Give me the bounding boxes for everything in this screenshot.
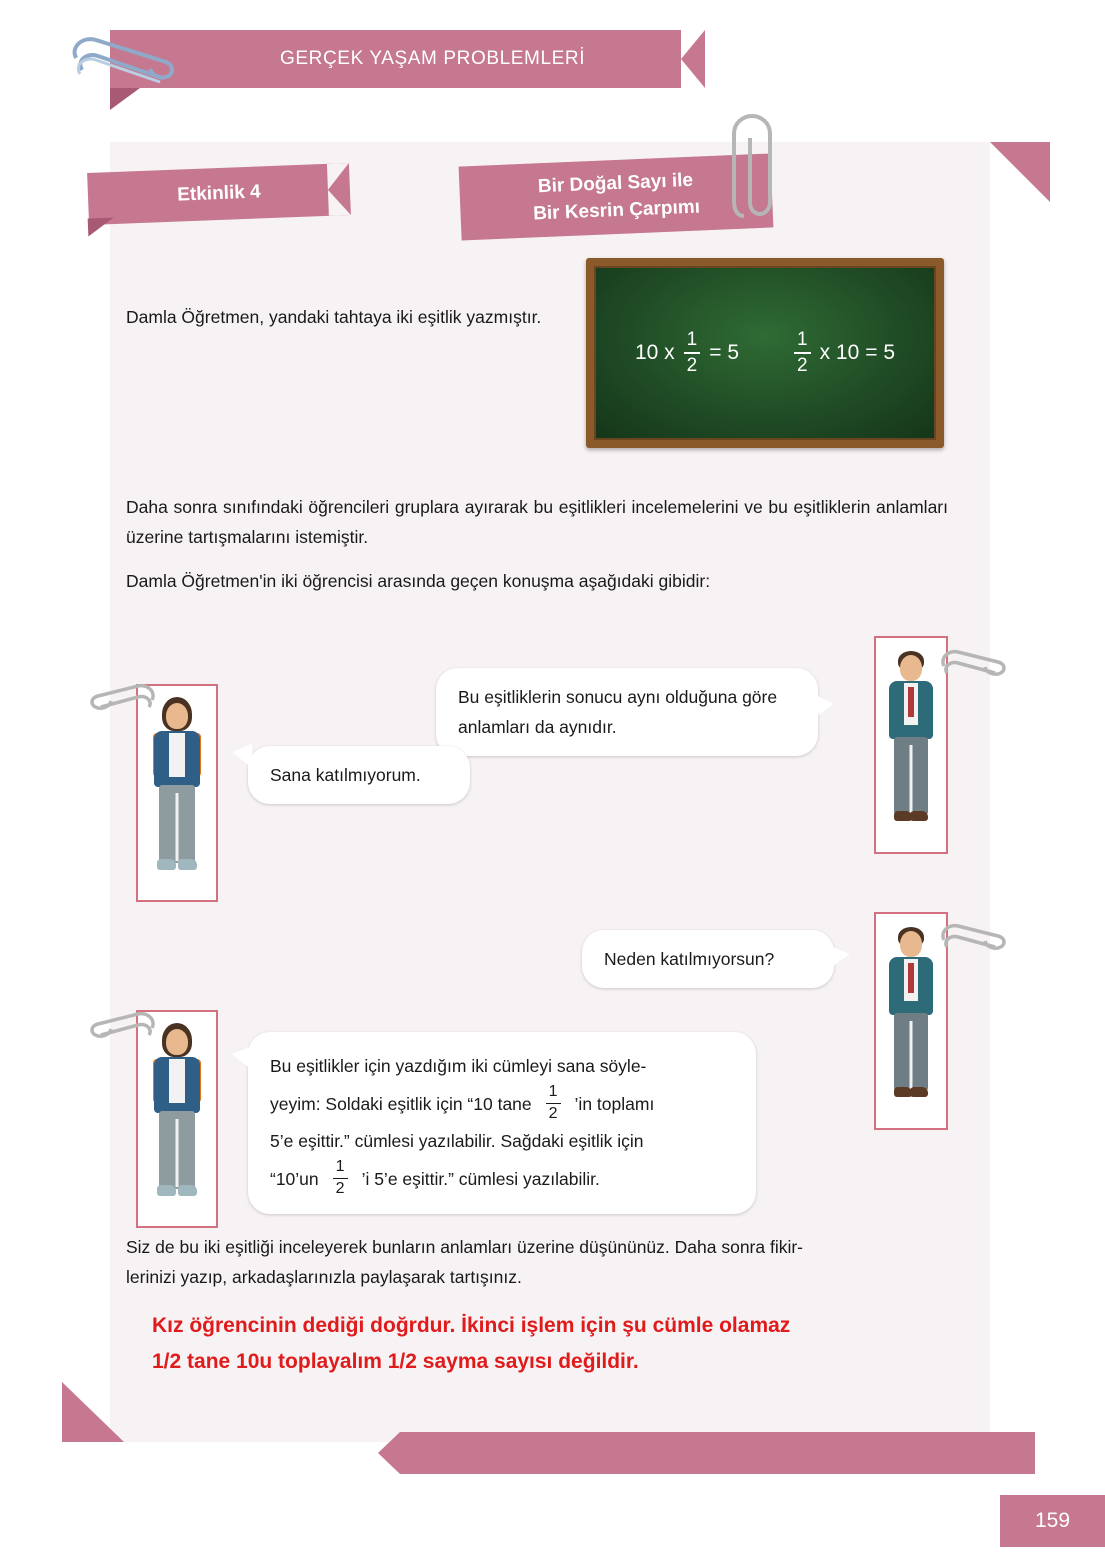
activity-title-tag	[459, 153, 774, 240]
page-header-banner	[110, 30, 705, 88]
card-bottom-band	[400, 1432, 1035, 1474]
girl-2-fraction-1-numerator: 1	[548, 1083, 558, 1100]
girl-2-fraction-2-denominator: 2	[335, 1180, 345, 1198]
girl-2-text-2: yeyim: Soldaki eşitlik için “10 tane	[270, 1093, 532, 1114]
student-boy-figure	[879, 641, 943, 849]
speech-bubble-girl-1-text: Sana katılmıyorum.	[270, 765, 421, 785]
blackboard-equation-2	[791, 330, 895, 375]
girl-2-text-5: “10’un	[270, 1168, 319, 1189]
equation-1-fraction	[684, 330, 701, 375]
bubble-tail	[814, 694, 834, 718]
intro-paragraph-3-text: Damla Öğretmen'in iki öğrencisi arasında geçen konuşma aşağıdaki gibidir:	[126, 571, 711, 591]
fraction-bar	[333, 1178, 348, 1180]
closing-line-1: Siz de bu iki eşitliği inceleyerek bunların anlamları üzerine düşününüz. Daha sonra fikir-	[126, 1237, 804, 1257]
closing-line-2: lerinizi yazıp, arkadaşlarınızla paylaşarak tartışınız.	[126, 1267, 522, 1287]
page-number: 159	[1034, 1509, 1071, 1532]
girl-2-line-4	[270, 1159, 734, 1198]
equation-2-middle: x 10	[819, 341, 860, 364]
equation-1-right: = 5	[709, 341, 739, 364]
student-boy-figure	[879, 917, 943, 1125]
equation-2-numerator: 1	[797, 329, 808, 351]
equation-1-denominator: 2	[686, 354, 698, 376]
intro-paragraph-3	[126, 566, 948, 596]
intro-paragraph-2	[126, 492, 948, 552]
speech-bubble-boy-2	[582, 930, 834, 988]
page-number-badge	[1000, 1495, 1105, 1547]
activity-tag-label: Etkinlik 4	[176, 181, 262, 206]
equation-1-left: 10 x	[634, 341, 675, 364]
speech-bubble-boy-1	[436, 668, 818, 756]
student-answer-line-2: 1/2 tane 10u toplayalım 1/2 sayma sayısı değildir.	[152, 1350, 639, 1373]
photo-boy-2	[874, 912, 948, 1130]
bubble-tail	[232, 1046, 252, 1070]
girl-2-text-3: ’in toplamı	[574, 1093, 655, 1114]
header-notch	[110, 88, 140, 110]
equation-2-denominator: 2	[797, 354, 808, 376]
equation-1-numerator: 1	[686, 329, 698, 351]
speech-bubble-boy-2-text: Neden katılmıyorsun?	[604, 949, 775, 969]
intro-paragraph-1	[126, 302, 556, 332]
equation-2-fraction	[794, 330, 811, 375]
fraction-bar	[546, 1103, 561, 1105]
blackboard-equation-1	[635, 330, 739, 375]
intro-paragraph-1-text: Damla Öğretmen, yandaki tahtaya iki eşitlik yazmıştır.	[126, 307, 542, 327]
girl-2-line-3	[270, 1123, 734, 1159]
girl-2-fraction-2-numerator: 1	[335, 1158, 345, 1176]
speech-bubble-girl-2	[248, 1032, 756, 1214]
girl-2-fraction-2	[333, 1159, 348, 1198]
student-answer	[152, 1308, 972, 1380]
speech-bubble-girl-1	[248, 746, 470, 804]
blackboard-surface	[594, 266, 936, 440]
speech-bubble-boy-1-text: Bu eşitliklerin sonucu aynı olduğuna göre anlamları da aynıdır.	[458, 687, 778, 737]
student-answer-line-1: Kız öğrencinin dediği doğrdur. İkinci işlem için şu cümle olamaz	[152, 1314, 791, 1337]
student-girl-figure	[141, 1015, 213, 1223]
activity-tag-notch	[88, 218, 115, 237]
girl-2-fraction-1-denominator: 2	[548, 1105, 558, 1123]
closing-paragraph	[126, 1232, 958, 1292]
photo-girl-2	[136, 1010, 218, 1228]
header-title: GERÇEK YAŞAM PROBLEMLERİ	[280, 48, 586, 69]
girl-2-text-1: Bu eşitlikler için yazdığım iki cümleyi sana söyle-	[270, 1056, 647, 1076]
card-corner-top-right	[990, 142, 1050, 202]
girl-2-fraction-1	[546, 1084, 561, 1123]
girl-2-line-2	[270, 1084, 734, 1123]
photo-girl-1	[136, 684, 218, 902]
intro-paragraph-2-text: Daha sonra sınıfındaki öğrencileri gruplara ayırarak bu eşitlikleri incelemelerini ve bu eşitliklerin anlamları üzerine tartışmalarını istemiştir.	[126, 497, 948, 547]
blackboard	[586, 258, 944, 448]
girl-2-text-6: ’i 5’e eşittir.” cümlesi yazılabilir.	[361, 1168, 600, 1189]
activity-title-line2: Bir Kesrin Çarpımı	[532, 196, 701, 224]
fraction-bar	[684, 352, 701, 354]
photo-boy-1	[874, 636, 948, 854]
bubble-tail	[830, 946, 850, 968]
girl-2-line-1	[270, 1048, 734, 1084]
fraction-bar	[794, 352, 811, 354]
girl-2-text-4: 5’e eşittir.” cümlesi yazılabilir. Sağdaki eşitlik için	[270, 1131, 644, 1152]
activity-tag	[87, 163, 351, 225]
card-corner-bottom-left	[62, 1382, 124, 1442]
activity-title-line1: Bir Doğal Sayı ile	[537, 169, 694, 197]
bubble-tail	[232, 744, 252, 768]
equation-2-right: = 5	[865, 341, 896, 364]
student-girl-figure	[141, 689, 213, 897]
